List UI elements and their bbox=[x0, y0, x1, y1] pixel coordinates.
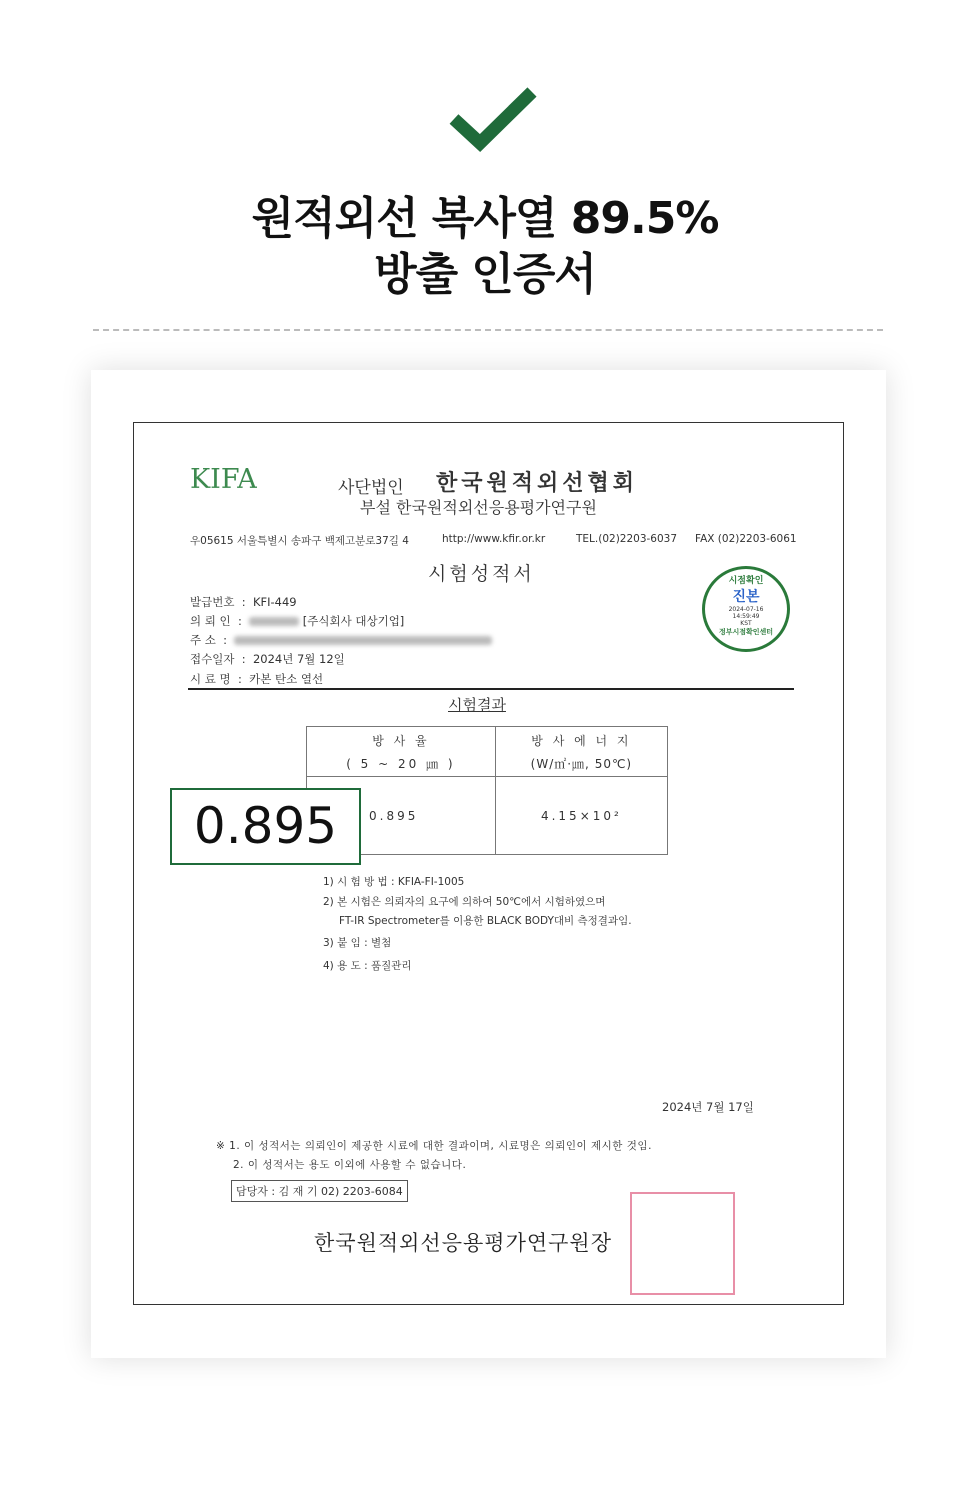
result-title: 시험결과 bbox=[448, 696, 506, 714]
page-title-line2: 방출 인증서 bbox=[374, 249, 596, 300]
note: 2) 본 시험은 의뢰자의 요구에 의하여 50℃에서 시험하였으며 bbox=[323, 896, 606, 908]
doc-title: 시험성적서 bbox=[428, 563, 535, 585]
note: FT-IR Spectrometer를 이용한 BLACK BODY대비 측정결과임. bbox=[339, 915, 632, 927]
field-value: [주식회사 대상기업] bbox=[302, 614, 405, 628]
address: 우05615 서울특별시 송파구 백제고분로37길 4 bbox=[190, 535, 409, 547]
field-value: KFI-449 bbox=[252, 595, 297, 609]
field-requester: 의 뢰 인 : [주식회사 대상기업] bbox=[190, 614, 405, 628]
official-seal bbox=[630, 1192, 735, 1295]
website: http://www.kfir.or.kr bbox=[442, 533, 546, 545]
result-table: 방 사 율 ( 5 ~ 20 ㎛ ) 방 사 에 너 지 (W/㎡·㎛, 50℃) 0.895 4.15×10² bbox=[306, 726, 668, 855]
field-label: 발급번호 bbox=[190, 595, 235, 609]
disclaimer: ※ 1. 이 성적서는 의뢰인이 제공한 시료에 대한 결과이며, 시료명은 의뢰인이 제시한 것임. bbox=[216, 1140, 652, 1152]
issue-date: 2024년 7월 17일 bbox=[662, 1100, 754, 1114]
redacted-address bbox=[234, 636, 492, 645]
field-label: 시 료 명 bbox=[190, 672, 231, 686]
highlight-value: 0.895 bbox=[170, 788, 361, 865]
field-value: 카본 탄소 열선 bbox=[249, 672, 324, 686]
field-received: 접수일자 : 2024년 7월 12일 bbox=[190, 652, 345, 666]
timestamp-seal: 시점확인 진본 2024-07-16 14:59:49 KST 정부시점확인센터 bbox=[702, 566, 790, 652]
note: 3) 붙 임 : 별첨 bbox=[323, 937, 392, 949]
org-prefix: 사단법인 bbox=[338, 478, 404, 498]
field-value: 2024년 7월 12일 bbox=[252, 652, 345, 666]
org-name: 한국원적외선협회 bbox=[436, 471, 639, 496]
redacted-name bbox=[249, 617, 299, 626]
disclaimer: 2. 이 성적서는 용도 이외에 사용할 수 없습니다. bbox=[233, 1159, 467, 1171]
signatory: 한국원적외선응용평가연구원장 bbox=[314, 1231, 613, 1255]
field-label: 접수일자 bbox=[190, 652, 235, 666]
field-issue-no: 발급번호 : KFI-449 bbox=[190, 595, 297, 609]
emissivity-value: 0.895 bbox=[307, 777, 496, 855]
note: 4) 용 도 : 품질관리 bbox=[323, 960, 412, 972]
kifa-logo: KIFA bbox=[190, 464, 257, 495]
page-title-line1: 원적외선 복사열 89.5% bbox=[251, 193, 719, 244]
rule bbox=[188, 688, 794, 690]
contact-box: 담당자 : 김 재 기 02) 2203-6084 bbox=[231, 1180, 408, 1202]
tel: TEL.(02)2203-6037 bbox=[576, 533, 678, 545]
field-label: 주 소 bbox=[190, 633, 216, 647]
fax: FAX (02)2203-6061 bbox=[695, 533, 797, 545]
check-icon bbox=[448, 86, 538, 152]
org-sub: 부설 한국원적외선응용평가연구원 bbox=[360, 498, 597, 517]
note: 1) 시 험 방 법 : KFIA-FI-1005 bbox=[323, 876, 465, 888]
divider bbox=[93, 329, 883, 331]
field-sample: 시 료 명 : 카본 탄소 열선 bbox=[190, 672, 324, 686]
radiant-energy-value: 4.15×10² bbox=[495, 777, 667, 855]
field-label: 의 뢰 인 bbox=[190, 614, 231, 628]
field-address: 주 소 : bbox=[190, 632, 492, 648]
